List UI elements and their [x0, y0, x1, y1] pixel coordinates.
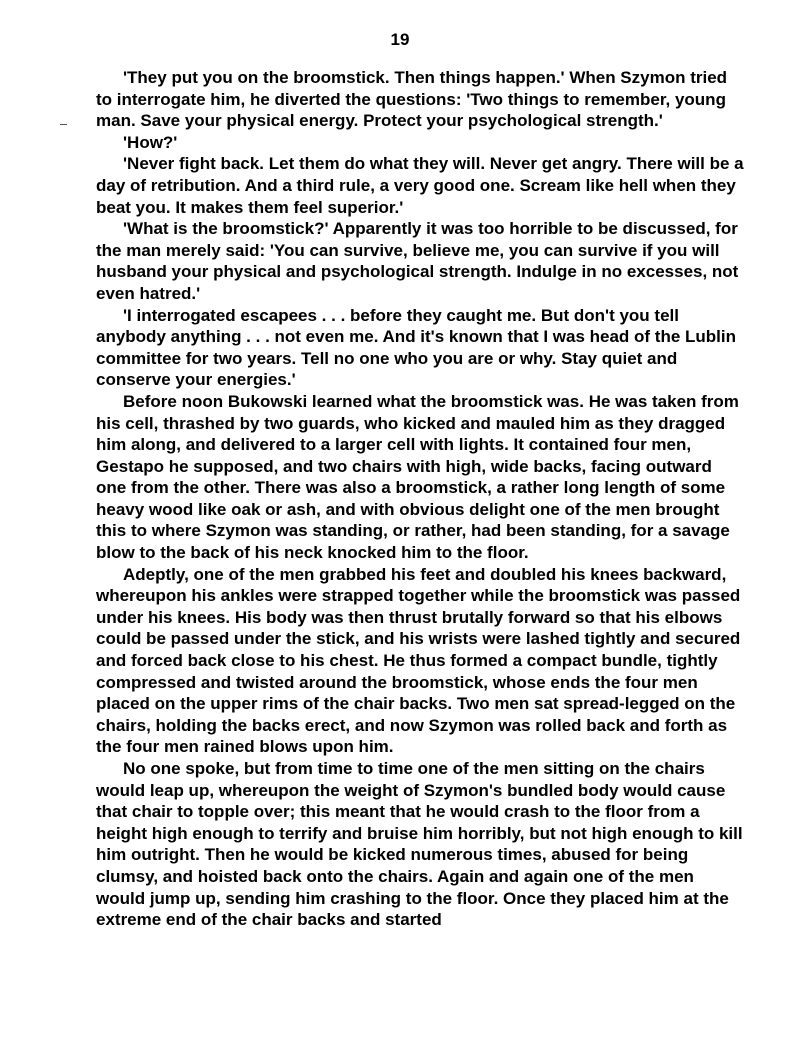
body-text [96, 67, 746, 931]
margin-mark [60, 124, 67, 125]
paragraph: 'I interrogated escapees . . . before they caught me. But don't you tell anybody anything . . . not even me. And it's known that I was head of the Lublin committee for two years. Tell no one who you are or why. Stay quiet and conserve your energies.' [96, 305, 737, 390]
paragraph: 'They put you on the broomstick. Then things happen.' When Szymon tried to interrogate him, he diverted the questions: 'Two things to remember, young man. Save your physical energy. Protect your psychological strength.' [96, 68, 728, 131]
page-number: 19 [390, 30, 410, 49]
paragraph: 'How?' [123, 132, 178, 152]
paragraph: 'Never fight back. Let them do what they will. Never get angry. There will be a day of retribution. And a third rule, a very good one. Scream like hell when they beat you. It makes them feel superior.' [96, 154, 744, 217]
paragraph: 'What is the broomstick?' Apparently it was too horrible to be discussed, for the man merely said: 'You can survive, believe me, you can survive if you will husband your physical and psychological strength. Indulge in no excesses, not even hatred.' [96, 219, 739, 303]
paragraph: No one spoke, but from time to time one of the men sitting on the chairs would leap up, whereupon the weight of Szymon's bundled body would cause that chair to topple over; this meant that he would crash to the floor from a height high enough to terrify and bruise him horribly, but not high enough to kill him outright. Then he would be kicked numerous times, abused for being clumsy, and hoisted back onto the chairs. Again and again one of the men would jump up, sending him crashing to the floor. Once they placed him at the extreme end of the chair backs and started [96, 759, 743, 930]
paragraph: Before noon Bukowski learned what the broomstick was. He was taken from his cell, thrashed by two guards, who kicked and mauled him as they dragged him along, and delivered to a larger cell with lights. It contained four men, Gestapo he supposed, and two chairs with high, wide backs, facing outward one from the other. There was also a broomstick, a rather long length of some heavy wood like oak or ash, and with obvious delight one of the men brought this to where Szymon was standing, or rather, had been standing, for a savage blow to the back of his neck knocked him to the floor. [96, 391, 739, 563]
paragraph: Adeptly, one of the men grabbed his feet and doubled his knees backward, whereupon his ankles were strapped together while the broomstick was passed under his knees. His body was then thrust brutally forward so that his elbows could be passed under the stick, and his wrists were lashed tightly and secured and forced back close to his chest. He thus formed a compact bundle, tightly compressed and twisted around the broomstick, whose ends the four men placed on the upper rims of the chair backs. Two men sat spread-legged on the chairs, holding the backs erect, and now Szymon was rolled back and forth as the four men rained blows upon him. [96, 564, 741, 757]
